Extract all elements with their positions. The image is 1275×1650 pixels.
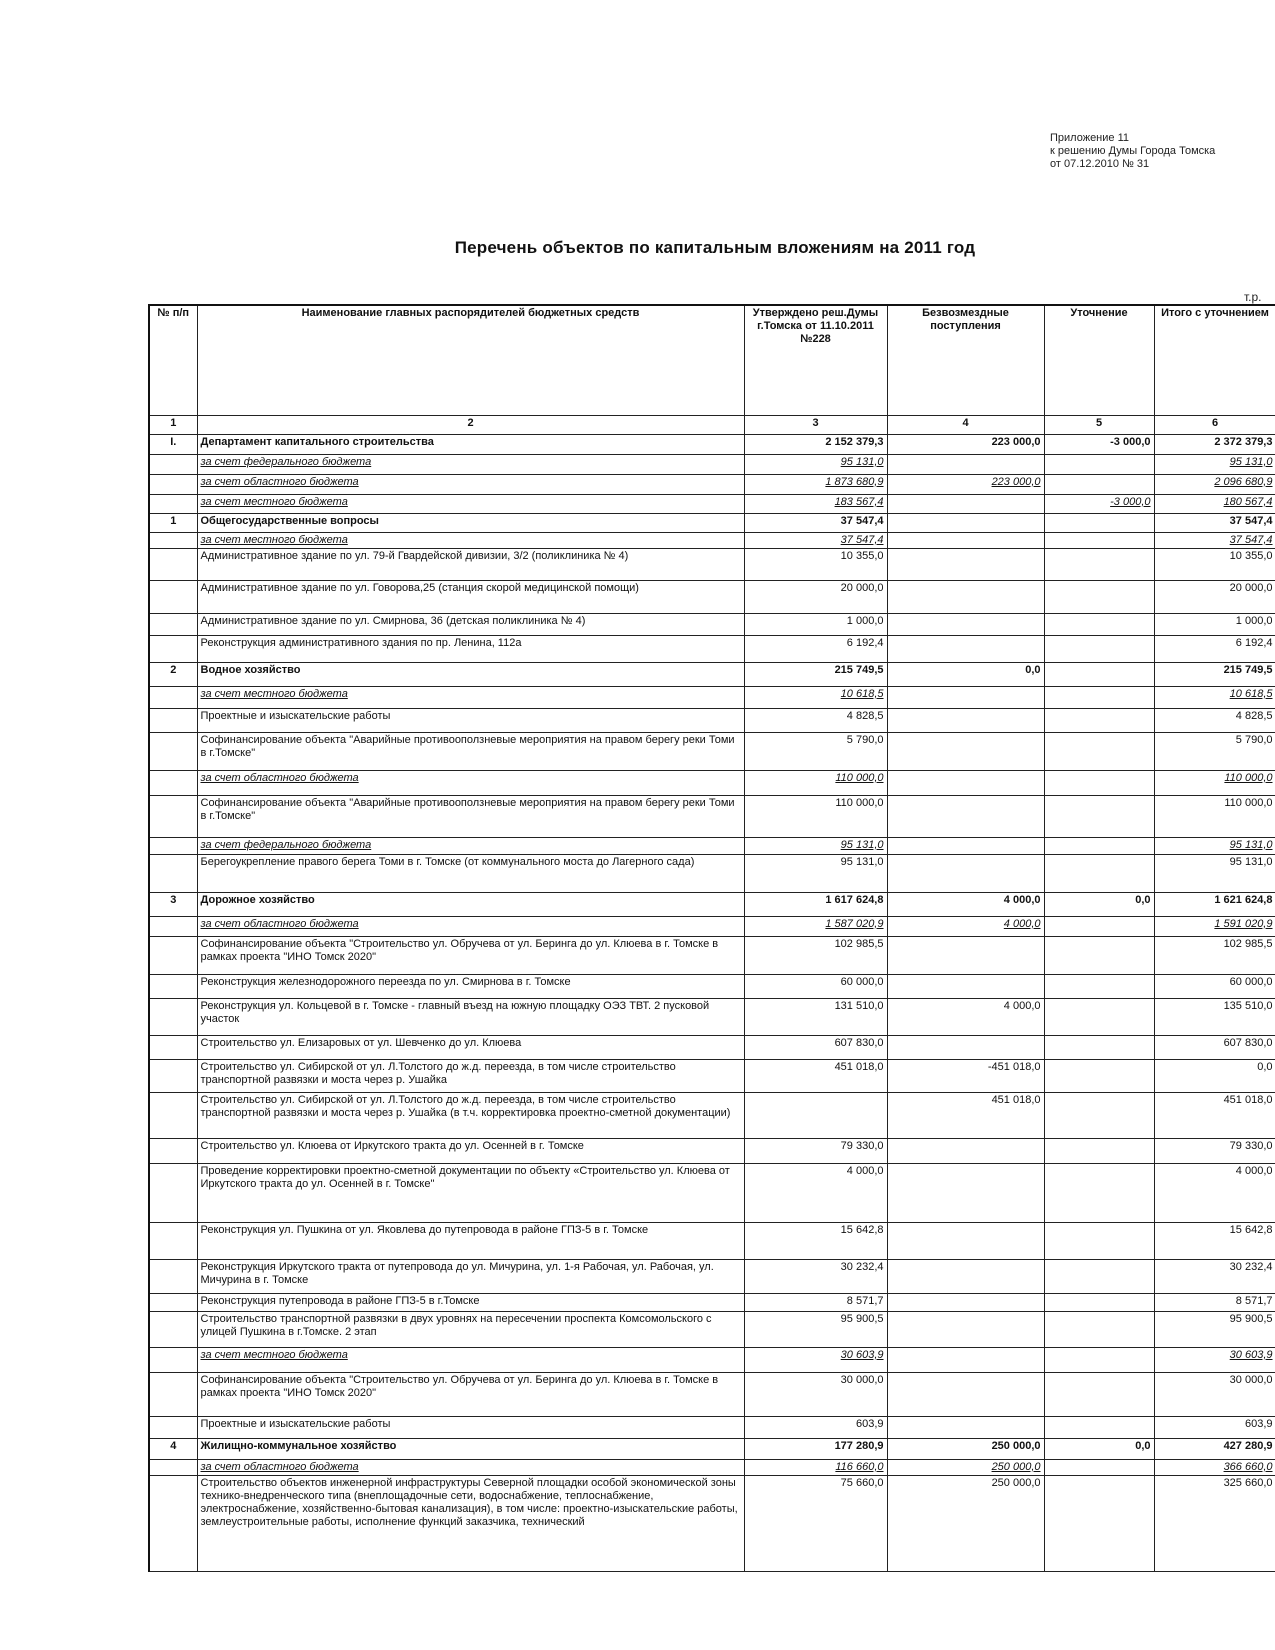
row-total: 135 510,0 bbox=[1154, 998, 1275, 1035]
row-clarification bbox=[1044, 1259, 1154, 1293]
row-total: 95 131,0 bbox=[1154, 854, 1275, 892]
row-num bbox=[149, 916, 197, 936]
row-clarification bbox=[1044, 974, 1154, 998]
row-name: за счет областного бюджета bbox=[197, 770, 744, 795]
row-total: 427 280,9 bbox=[1154, 1438, 1275, 1459]
table-row bbox=[149, 1416, 1275, 1438]
row-clarification bbox=[1044, 1092, 1154, 1138]
row-total: 2 096 680,9 bbox=[1154, 474, 1275, 494]
row-grants bbox=[887, 1416, 1044, 1438]
row-num: 1 bbox=[149, 513, 197, 532]
table-row bbox=[149, 854, 1275, 892]
row-name: Реконструкция путепровода в районе ГПЗ-5 в г.Томске bbox=[197, 1293, 744, 1311]
row-name: за счет местного бюджета bbox=[197, 1347, 744, 1372]
table-row bbox=[149, 532, 1275, 548]
row-name: Жилищно-коммунальное хозяйство bbox=[197, 1438, 744, 1459]
annex-line-1: Приложение 11 bbox=[1050, 132, 1129, 144]
row-clarification: -3 000,0 bbox=[1044, 494, 1154, 513]
row-approved: 1 873 680,9 bbox=[744, 474, 887, 494]
row-total: 30 000,0 bbox=[1154, 1372, 1275, 1416]
row-name: Проектные и изыскательские работы bbox=[197, 708, 744, 732]
row-clarification bbox=[1044, 1347, 1154, 1372]
row-total: 60 000,0 bbox=[1154, 974, 1275, 998]
row-name: Строительство ул. Елизаровых от ул. Шевченко до ул. Клюева bbox=[197, 1035, 744, 1059]
row-clarification bbox=[1044, 916, 1154, 936]
row-grants bbox=[887, 548, 1044, 580]
table-row bbox=[149, 454, 1275, 474]
row-approved: 95 131,0 bbox=[744, 454, 887, 474]
table-row bbox=[149, 936, 1275, 974]
row-approved: 15 642,8 bbox=[744, 1222, 887, 1259]
table-row bbox=[149, 580, 1275, 613]
row-name: Реконструкция административного здания по пр. Ленина, 112а bbox=[197, 635, 744, 662]
table-row bbox=[149, 1347, 1275, 1372]
row-name: за счет федерального бюджета bbox=[197, 837, 744, 854]
row-clarification bbox=[1044, 1311, 1154, 1347]
row-name: Софинансирование объекта "Строительство ул. Обручева от ул. Беринга до ул. Клюева в г. Томске в рамках проекта "ИНО Томск 2020" bbox=[197, 1372, 744, 1416]
row-approved: 8 571,7 bbox=[744, 1293, 887, 1311]
row-grants bbox=[887, 1372, 1044, 1416]
row-approved: 2 152 379,3 bbox=[744, 434, 887, 454]
row-total: 366 660,0 bbox=[1154, 1459, 1275, 1475]
table-row bbox=[149, 998, 1275, 1035]
row-name: Реконструкция ул. Кольцевой в г. Томске - главный въезд на южную площадку ОЭЗ ТВТ. 2 пусковой участок bbox=[197, 998, 744, 1035]
row-clarification bbox=[1044, 635, 1154, 662]
table-row bbox=[149, 1222, 1275, 1259]
row-name: за счет федерального бюджета bbox=[197, 454, 744, 474]
row-total: 0,0 bbox=[1154, 1059, 1275, 1092]
row-clarification bbox=[1044, 454, 1154, 474]
table-row bbox=[149, 686, 1275, 708]
row-name: Строительство объектов инженерной инфраструктуры Северной площадки особой экономической зоны технико-внедренческого типа (внеплощадочные сети, водоснабжение, теплоснабжение, электроснабжение, хозяйственно-бытовая канализация), в том числе: проектно-изыскательские работы, землеустроительные работы, исполнение функций заказчика, технический bbox=[197, 1475, 744, 1571]
row-total: 215 749,5 bbox=[1154, 662, 1275, 686]
row-total: 37 547,4 bbox=[1154, 532, 1275, 548]
row-approved: 215 749,5 bbox=[744, 662, 887, 686]
table-row bbox=[149, 708, 1275, 732]
row-total: 10 355,0 bbox=[1154, 548, 1275, 580]
row-approved: 30 232,4 bbox=[744, 1259, 887, 1293]
header-grants: Безвозмездные поступления bbox=[887, 305, 1044, 415]
row-approved: 451 018,0 bbox=[744, 1059, 887, 1092]
row-clarification bbox=[1044, 936, 1154, 974]
row-name: за счет областного бюджета bbox=[197, 916, 744, 936]
row-total: 603,9 bbox=[1154, 1416, 1275, 1438]
row-grants bbox=[887, 1035, 1044, 1059]
row-clarification bbox=[1044, 1035, 1154, 1059]
row-num: 4 bbox=[149, 1438, 197, 1459]
row-name: Строительство ул. Сибирской от ул. Л.Толстого до ж.д. переезда, в том числе строительство транспортной развязки и моста через р. Ушайка bbox=[197, 1059, 744, 1092]
row-num bbox=[149, 837, 197, 854]
row-total: 1 591 020,9 bbox=[1154, 916, 1275, 936]
column-number-row bbox=[149, 415, 1275, 434]
row-num bbox=[149, 1459, 197, 1475]
row-name: Реконструкция ул. Пушкина от ул. Яковлева до путепровода в районе ГПЗ-5 в г. Томске bbox=[197, 1222, 744, 1259]
row-approved: 95 900,5 bbox=[744, 1311, 887, 1347]
row-name: за счет местного бюджета bbox=[197, 494, 744, 513]
row-clarification bbox=[1044, 513, 1154, 532]
row-approved: 1 000,0 bbox=[744, 613, 887, 635]
row-grants bbox=[887, 837, 1044, 854]
row-num bbox=[149, 1138, 197, 1163]
row-num bbox=[149, 732, 197, 770]
row-approved: 183 567,4 bbox=[744, 494, 887, 513]
row-approved: 1 587 020,9 bbox=[744, 916, 887, 936]
row-num bbox=[149, 532, 197, 548]
row-approved: 4 828,5 bbox=[744, 708, 887, 732]
row-grants: 223 000,0 bbox=[887, 474, 1044, 494]
table-row bbox=[149, 1035, 1275, 1059]
row-name: за счет местного бюджета bbox=[197, 532, 744, 548]
row-num bbox=[149, 998, 197, 1035]
row-name: Софинансирование объекта "Строительство ул. Обручева от ул. Беринга до ул. Клюева в г. Томске в рамках проекта "ИНО Томск 2020" bbox=[197, 936, 744, 974]
row-total: 102 985,5 bbox=[1154, 936, 1275, 974]
row-approved: 20 000,0 bbox=[744, 580, 887, 613]
row-total: 6 192,4 bbox=[1154, 635, 1275, 662]
row-grants bbox=[887, 795, 1044, 837]
row-clarification bbox=[1044, 532, 1154, 548]
row-clarification bbox=[1044, 770, 1154, 795]
row-clarification bbox=[1044, 1138, 1154, 1163]
header-name: Наименование главных распорядителей бюджетных средств bbox=[197, 305, 744, 415]
row-grants: 250 000,0 bbox=[887, 1438, 1044, 1459]
row-grants bbox=[887, 494, 1044, 513]
column-number: 5 bbox=[1044, 415, 1154, 434]
row-num bbox=[149, 974, 197, 998]
table-row bbox=[149, 1293, 1275, 1311]
row-approved: 95 131,0 bbox=[744, 854, 887, 892]
row-approved: 110 000,0 bbox=[744, 770, 887, 795]
row-total: 30 603,9 bbox=[1154, 1347, 1275, 1372]
row-grants bbox=[887, 936, 1044, 974]
table-row bbox=[149, 548, 1275, 580]
row-approved: 603,9 bbox=[744, 1416, 887, 1438]
row-total: 2 372 379,3 bbox=[1154, 434, 1275, 454]
row-num bbox=[149, 1293, 197, 1311]
table-row bbox=[149, 635, 1275, 662]
row-grants bbox=[887, 1222, 1044, 1259]
row-name: Административное здание по ул. 79-й Гвардейской дивизии, 3/2 (поликлиника № 4) bbox=[197, 548, 744, 580]
row-grants bbox=[887, 613, 1044, 635]
column-number: 2 bbox=[197, 415, 744, 434]
row-num bbox=[149, 854, 197, 892]
row-name: Проведение корректировки проектно-сметной документации по объекту «Строительство ул. Клюева от Иркутского тракта до ул. Осенней в г. Томске" bbox=[197, 1163, 744, 1222]
annex-note bbox=[1050, 132, 1215, 171]
table-row bbox=[149, 837, 1275, 854]
row-clarification bbox=[1044, 1059, 1154, 1092]
row-clarification bbox=[1044, 1459, 1154, 1475]
row-approved: 5 790,0 bbox=[744, 732, 887, 770]
row-grants bbox=[887, 580, 1044, 613]
row-total: 10 618,5 bbox=[1154, 686, 1275, 708]
row-name: Реконструкция железнодорожного переезда по ул. Смирнова в г. Томске bbox=[197, 974, 744, 998]
table-row bbox=[149, 892, 1275, 916]
row-grants bbox=[887, 1163, 1044, 1222]
row-clarification bbox=[1044, 1163, 1154, 1222]
row-approved: 30 000,0 bbox=[744, 1372, 887, 1416]
row-approved: 75 660,0 bbox=[744, 1475, 887, 1571]
row-num bbox=[149, 708, 197, 732]
row-num bbox=[149, 580, 197, 613]
row-clarification: -3 000,0 bbox=[1044, 434, 1154, 454]
row-total: 95 900,5 bbox=[1154, 1311, 1275, 1347]
row-approved: 110 000,0 bbox=[744, 795, 887, 837]
row-name: Берегоукрепление правого берега Томи в г. Томске (от коммунального моста до Лагерного сада) bbox=[197, 854, 744, 892]
table-row bbox=[149, 795, 1275, 837]
table-row bbox=[149, 916, 1275, 936]
table-row bbox=[149, 1372, 1275, 1416]
row-approved: 60 000,0 bbox=[744, 974, 887, 998]
row-clarification bbox=[1044, 1416, 1154, 1438]
row-grants: 4 000,0 bbox=[887, 892, 1044, 916]
row-grants: 223 000,0 bbox=[887, 434, 1044, 454]
row-total: 607 830,0 bbox=[1154, 1035, 1275, 1059]
row-clarification bbox=[1044, 613, 1154, 635]
row-grants bbox=[887, 708, 1044, 732]
row-total: 15 642,8 bbox=[1154, 1222, 1275, 1259]
row-num bbox=[149, 1163, 197, 1222]
row-name: Строительство ул. Клюева от Иркутского тракта до ул. Осенней в г. Томске bbox=[197, 1138, 744, 1163]
row-name: Реконструкция Иркутского тракта от путепровода до ул. Мичурина, ул. 1-я Рабочая, ул. Рабочая, ул. Мичурина в г. Томске bbox=[197, 1259, 744, 1293]
table-row bbox=[149, 1438, 1275, 1459]
table-row bbox=[149, 770, 1275, 795]
row-num bbox=[149, 494, 197, 513]
row-total: 1 000,0 bbox=[1154, 613, 1275, 635]
row-num bbox=[149, 1311, 197, 1347]
row-name: Водное хозяйство bbox=[197, 662, 744, 686]
row-num bbox=[149, 1372, 197, 1416]
header-clarification: Уточнение bbox=[1044, 305, 1154, 415]
row-num bbox=[149, 1347, 197, 1372]
row-name: Административное здание по ул. Говорова,25 (станция скорой медицинской помощи) bbox=[197, 580, 744, 613]
row-num: 2 bbox=[149, 662, 197, 686]
row-grants bbox=[887, 513, 1044, 532]
table-row bbox=[149, 974, 1275, 998]
units-label: т.р. bbox=[1244, 290, 1262, 304]
row-clarification bbox=[1044, 580, 1154, 613]
row-num bbox=[149, 1059, 197, 1092]
table-row bbox=[149, 1092, 1275, 1138]
row-num bbox=[149, 1092, 197, 1138]
row-grants bbox=[887, 686, 1044, 708]
table-row bbox=[149, 1311, 1275, 1347]
row-num bbox=[149, 686, 197, 708]
row-total: 37 547,4 bbox=[1154, 513, 1275, 532]
row-name: Общегосударственные вопросы bbox=[197, 513, 744, 532]
table-row bbox=[149, 1059, 1275, 1092]
row-grants: 451 018,0 bbox=[887, 1092, 1044, 1138]
row-grants bbox=[887, 454, 1044, 474]
table-row bbox=[149, 1259, 1275, 1293]
row-num bbox=[149, 795, 197, 837]
column-number: 3 bbox=[744, 415, 887, 434]
row-clarification bbox=[1044, 686, 1154, 708]
row-grants bbox=[887, 635, 1044, 662]
row-clarification bbox=[1044, 795, 1154, 837]
row-name: за счет областного бюджета bbox=[197, 1459, 744, 1475]
row-approved: 607 830,0 bbox=[744, 1035, 887, 1059]
row-name: Дорожное хозяйство bbox=[197, 892, 744, 916]
row-num bbox=[149, 1416, 197, 1438]
table-row bbox=[149, 494, 1275, 513]
table-row bbox=[149, 513, 1275, 532]
row-grants bbox=[887, 770, 1044, 795]
row-grants bbox=[887, 532, 1044, 548]
row-grants bbox=[887, 1259, 1044, 1293]
row-total: 30 232,4 bbox=[1154, 1259, 1275, 1293]
row-total: 325 660,0 bbox=[1154, 1475, 1275, 1571]
row-total: 4 000,0 bbox=[1154, 1163, 1275, 1222]
row-total: 95 131,0 bbox=[1154, 837, 1275, 854]
header-approved: Утверждено реш.Думы г.Томска от 11.10.2011 №228 bbox=[744, 305, 887, 415]
header-total: Итого с уточнением bbox=[1154, 305, 1275, 415]
row-num bbox=[149, 1222, 197, 1259]
row-grants bbox=[887, 732, 1044, 770]
row-clarification bbox=[1044, 1293, 1154, 1311]
row-approved: 37 547,4 bbox=[744, 513, 887, 532]
row-num bbox=[149, 936, 197, 974]
row-grants bbox=[887, 1138, 1044, 1163]
row-total: 4 828,5 bbox=[1154, 708, 1275, 732]
row-num bbox=[149, 770, 197, 795]
row-total: 95 131,0 bbox=[1154, 454, 1275, 474]
row-approved: 131 510,0 bbox=[744, 998, 887, 1035]
table-row bbox=[149, 1138, 1275, 1163]
row-total: 451 018,0 bbox=[1154, 1092, 1275, 1138]
row-approved: 79 330,0 bbox=[744, 1138, 887, 1163]
row-total: 110 000,0 bbox=[1154, 770, 1275, 795]
row-total: 20 000,0 bbox=[1154, 580, 1275, 613]
row-num bbox=[149, 635, 197, 662]
table-body bbox=[149, 434, 1275, 1571]
row-clarification bbox=[1044, 998, 1154, 1035]
row-grants: 250 000,0 bbox=[887, 1459, 1044, 1475]
row-clarification bbox=[1044, 732, 1154, 770]
column-number: 6 bbox=[1154, 415, 1275, 434]
row-num bbox=[149, 454, 197, 474]
row-name: Софинансирование объекта "Аварийные противооползневые мероприятия на правом берегу реки Томи в г.Томске" bbox=[197, 732, 744, 770]
capital-investment-table bbox=[148, 304, 1275, 1572]
row-grants: 4 000,0 bbox=[887, 916, 1044, 936]
column-number: 1 bbox=[149, 415, 197, 434]
annex-line-2: к решению Думы Города Томска bbox=[1050, 145, 1216, 157]
row-grants bbox=[887, 854, 1044, 892]
column-number: 4 bbox=[887, 415, 1044, 434]
table-row bbox=[149, 1475, 1275, 1571]
row-approved: 6 192,4 bbox=[744, 635, 887, 662]
row-grants bbox=[887, 1293, 1044, 1311]
row-approved: 10 355,0 bbox=[744, 548, 887, 580]
table-row bbox=[149, 732, 1275, 770]
row-num bbox=[149, 1035, 197, 1059]
row-name: Софинансирование объекта "Аварийные противооползневые мероприятия на правом берегу реки Томи в г.Томске" bbox=[197, 795, 744, 837]
row-total: 1 621 624,8 bbox=[1154, 892, 1275, 916]
row-total: 5 790,0 bbox=[1154, 732, 1275, 770]
row-num bbox=[149, 474, 197, 494]
row-num bbox=[149, 548, 197, 580]
row-approved: 1 617 624,8 bbox=[744, 892, 887, 916]
table-row bbox=[149, 662, 1275, 686]
row-name: Проектные и изыскательские работы bbox=[197, 1416, 744, 1438]
row-approved: 4 000,0 bbox=[744, 1163, 887, 1222]
row-num bbox=[149, 1475, 197, 1571]
row-name: Строительство транспортной развязки в двух уровнях на пересечении проспекта Комсомольского с улицей Пушкина в г.Томске. 2 этап bbox=[197, 1311, 744, 1347]
row-clarification bbox=[1044, 1372, 1154, 1416]
row-grants: 4 000,0 bbox=[887, 998, 1044, 1035]
row-name: за счет местного бюджета bbox=[197, 686, 744, 708]
row-clarification bbox=[1044, 1222, 1154, 1259]
row-approved: 30 603,9 bbox=[744, 1347, 887, 1372]
row-approved: 10 618,5 bbox=[744, 686, 887, 708]
table-row bbox=[149, 434, 1275, 454]
table-row bbox=[149, 1459, 1275, 1475]
row-name: Строительство ул. Сибирской от ул. Л.Толстого до ж.д. переезда, в том числе строительство транспортной развязки и моста через р. Ушайка (в т.ч. корректировка проектно-сметной документации) bbox=[197, 1092, 744, 1138]
row-grants: -451 018,0 bbox=[887, 1059, 1044, 1092]
row-clarification bbox=[1044, 662, 1154, 686]
row-num: 3 bbox=[149, 892, 197, 916]
row-approved: 102 985,5 bbox=[744, 936, 887, 974]
row-grants bbox=[887, 974, 1044, 998]
row-clarification bbox=[1044, 1475, 1154, 1571]
row-total: 79 330,0 bbox=[1154, 1138, 1275, 1163]
table-row bbox=[149, 1163, 1275, 1222]
row-clarification bbox=[1044, 548, 1154, 580]
header-row bbox=[149, 305, 1275, 415]
row-total: 180 567,4 bbox=[1154, 494, 1275, 513]
row-name: Административное здание по ул. Смирнова, 36 (детская поликлиника № 4) bbox=[197, 613, 744, 635]
row-name: Департамент капитального строительства bbox=[197, 434, 744, 454]
row-total: 110 000,0 bbox=[1154, 795, 1275, 837]
row-grants bbox=[887, 1311, 1044, 1347]
row-clarification bbox=[1044, 708, 1154, 732]
table-row bbox=[149, 613, 1275, 635]
row-clarification bbox=[1044, 854, 1154, 892]
row-approved: 177 280,9 bbox=[744, 1438, 887, 1459]
row-clarification: 0,0 bbox=[1044, 1438, 1154, 1459]
document-title: Перечень объектов по капитальным вложениям на 2011 год bbox=[454, 238, 976, 257]
annex-line-3: от 07.12.2010 № 31 bbox=[1050, 158, 1150, 170]
row-approved: 37 547,4 bbox=[744, 532, 887, 548]
row-clarification: 0,0 bbox=[1044, 892, 1154, 916]
row-grants bbox=[887, 1347, 1044, 1372]
row-num: I. bbox=[149, 434, 197, 454]
row-total: 8 571,7 bbox=[1154, 1293, 1275, 1311]
row-grants: 250 000,0 bbox=[887, 1475, 1044, 1571]
row-num bbox=[149, 613, 197, 635]
row-approved bbox=[744, 1092, 887, 1138]
table-row bbox=[149, 474, 1275, 494]
row-num bbox=[149, 1259, 197, 1293]
row-name: за счет областного бюджета bbox=[197, 474, 744, 494]
row-grants: 0,0 bbox=[887, 662, 1044, 686]
row-clarification bbox=[1044, 474, 1154, 494]
row-clarification bbox=[1044, 837, 1154, 854]
row-approved: 95 131,0 bbox=[744, 837, 887, 854]
header-num: № п/п bbox=[149, 305, 197, 415]
row-approved: 116 660,0 bbox=[744, 1459, 887, 1475]
